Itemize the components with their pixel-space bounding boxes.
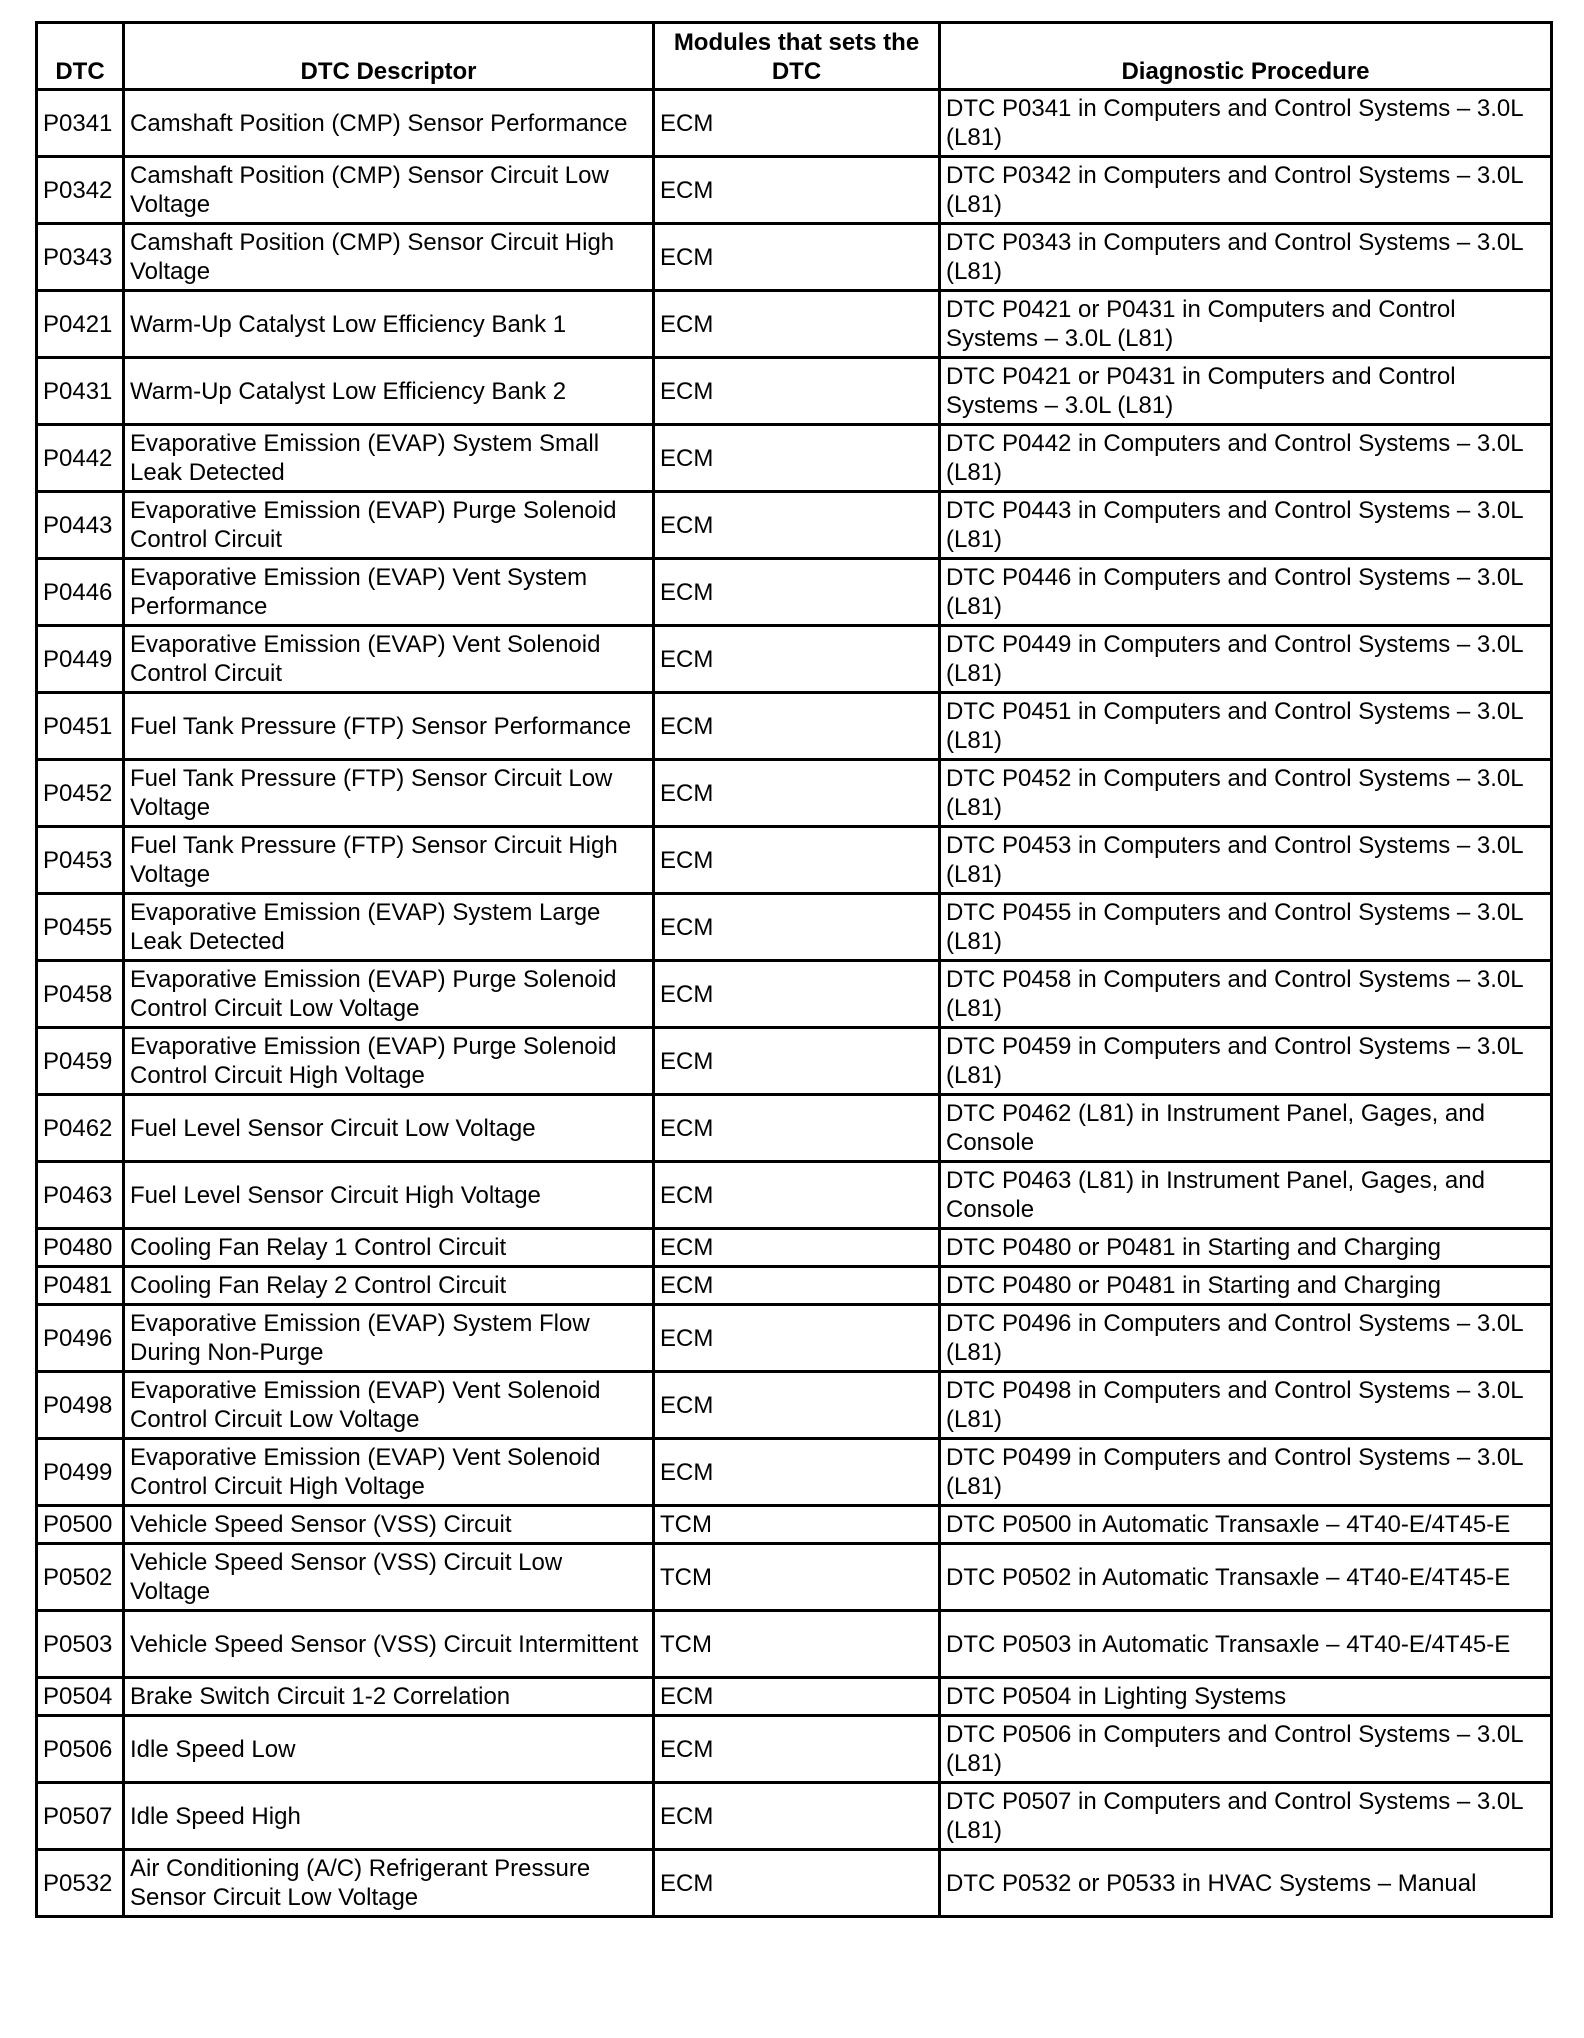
cell-module: ECM: [654, 894, 940, 961]
header-dtc: DTC: [37, 23, 124, 90]
header-procedure: Diagnostic Procedure: [940, 23, 1552, 90]
cell-module: ECM: [654, 1095, 940, 1162]
cell-procedure: DTC P0443 in Computers and Control Systems – 3.0L (L81): [940, 492, 1552, 559]
cell-module: ECM: [654, 1229, 940, 1267]
table-row: [37, 1162, 1552, 1229]
cell-descriptor: Camshaft Position (CMP) Sensor Circuit Low Voltage: [124, 157, 654, 224]
cell-procedure: DTC P0421 or P0431 in Computers and Control Systems – 3.0L (L81): [940, 358, 1552, 425]
dtc-table: [35, 21, 1553, 1918]
cell-procedure: DTC P0452 in Computers and Control Systems – 3.0L (L81): [940, 760, 1552, 827]
table-row: [37, 1439, 1552, 1506]
cell-dtc-code: P0458: [37, 961, 124, 1028]
cell-descriptor: Idle Speed Low: [124, 1716, 654, 1783]
cell-module: ECM: [654, 1267, 940, 1305]
cell-procedure: DTC P0459 in Computers and Control Systems – 3.0L (L81): [940, 1028, 1552, 1095]
cell-module: ECM: [654, 1716, 940, 1783]
cell-descriptor: Evaporative Emission (EVAP) Purge Solenoid Control Circuit: [124, 492, 654, 559]
table-row: [37, 827, 1552, 894]
table-row: [37, 1506, 1552, 1544]
table-row: [37, 1229, 1552, 1267]
table-row: [37, 1850, 1552, 1917]
cell-procedure: DTC P0462 (L81) in Instrument Panel, Gages, and Console: [940, 1095, 1552, 1162]
table-row: [37, 1305, 1552, 1372]
cell-dtc-code: P0499: [37, 1439, 124, 1506]
cell-dtc-code: P0503: [37, 1611, 124, 1678]
table-row: [37, 626, 1552, 693]
cell-module: ECM: [654, 626, 940, 693]
cell-procedure: DTC P0502 in Automatic Transaxle – 4T40-E/4T45-E: [940, 1544, 1552, 1611]
cell-descriptor: Warm-Up Catalyst Low Efficiency Bank 1: [124, 291, 654, 358]
cell-dtc-code: P0498: [37, 1372, 124, 1439]
cell-dtc-code: P0453: [37, 827, 124, 894]
cell-descriptor: Idle Speed High: [124, 1783, 654, 1850]
cell-descriptor: Camshaft Position (CMP) Sensor Circuit High Voltage: [124, 224, 654, 291]
cell-descriptor: Air Conditioning (A/C) Refrigerant Pressure Sensor Circuit Low Voltage: [124, 1850, 654, 1917]
cell-module: ECM: [654, 291, 940, 358]
cell-descriptor: Warm-Up Catalyst Low Efficiency Bank 2: [124, 358, 654, 425]
cell-dtc-code: P0342: [37, 157, 124, 224]
cell-module: ECM: [654, 1162, 940, 1229]
table-row: [37, 425, 1552, 492]
table-header: [37, 23, 1552, 90]
cell-module: TCM: [654, 1611, 940, 1678]
table-row: [37, 358, 1552, 425]
cell-dtc-code: P0480: [37, 1229, 124, 1267]
cell-dtc-code: P0446: [37, 559, 124, 626]
table-body: [37, 90, 1552, 1917]
cell-procedure: DTC P0500 in Automatic Transaxle – 4T40-E/4T45-E: [940, 1506, 1552, 1544]
cell-descriptor: Evaporative Emission (EVAP) Vent Solenoid Control Circuit: [124, 626, 654, 693]
table-row: [37, 1544, 1552, 1611]
cell-module: ECM: [654, 693, 940, 760]
header-row: [37, 23, 1552, 90]
cell-module: ECM: [654, 559, 940, 626]
cell-procedure: DTC P0532 or P0533 in HVAC Systems – Manual: [940, 1850, 1552, 1917]
cell-descriptor: Evaporative Emission (EVAP) System Large Leak Detected: [124, 894, 654, 961]
cell-dtc-code: P0455: [37, 894, 124, 961]
cell-procedure: DTC P0463 (L81) in Instrument Panel, Gages, and Console: [940, 1162, 1552, 1229]
cell-module: ECM: [654, 1850, 940, 1917]
cell-procedure: DTC P0507 in Computers and Control Systems – 3.0L (L81): [940, 1783, 1552, 1850]
table-row: [37, 1678, 1552, 1716]
cell-descriptor: Cooling Fan Relay 2 Control Circuit: [124, 1267, 654, 1305]
cell-dtc-code: P0496: [37, 1305, 124, 1372]
table-row: [37, 1028, 1552, 1095]
cell-procedure: DTC P0480 or P0481 in Starting and Charging: [940, 1229, 1552, 1267]
cell-module: ECM: [654, 961, 940, 1028]
cell-descriptor: Vehicle Speed Sensor (VSS) Circuit Intermittent: [124, 1611, 654, 1678]
cell-module: ECM: [654, 358, 940, 425]
cell-procedure: DTC P0446 in Computers and Control Systems – 3.0L (L81): [940, 559, 1552, 626]
table-row: [37, 157, 1552, 224]
cell-dtc-code: P0506: [37, 1716, 124, 1783]
table-row: [37, 1095, 1552, 1162]
cell-dtc-code: P0442: [37, 425, 124, 492]
cell-dtc-code: P0341: [37, 90, 124, 157]
cell-module: TCM: [654, 1506, 940, 1544]
cell-procedure: DTC P0498 in Computers and Control Systems – 3.0L (L81): [940, 1372, 1552, 1439]
cell-module: ECM: [654, 1783, 940, 1850]
cell-procedure: DTC P0451 in Computers and Control Systems – 3.0L (L81): [940, 693, 1552, 760]
cell-descriptor: Fuel Level Sensor Circuit Low Voltage: [124, 1095, 654, 1162]
cell-module: ECM: [654, 425, 940, 492]
cell-descriptor: Evaporative Emission (EVAP) System Flow During Non-Purge: [124, 1305, 654, 1372]
cell-dtc-code: P0451: [37, 693, 124, 760]
table-row: [37, 224, 1552, 291]
cell-dtc-code: P0459: [37, 1028, 124, 1095]
cell-descriptor: Cooling Fan Relay 1 Control Circuit: [124, 1229, 654, 1267]
cell-procedure: DTC P0453 in Computers and Control Systems – 3.0L (L81): [940, 827, 1552, 894]
cell-descriptor: Fuel Tank Pressure (FTP) Sensor Circuit Low Voltage: [124, 760, 654, 827]
cell-descriptor: Evaporative Emission (EVAP) Purge Solenoid Control Circuit High Voltage: [124, 1028, 654, 1095]
cell-module: ECM: [654, 157, 940, 224]
header-descriptor: DTC Descriptor: [124, 23, 654, 90]
table-row: [37, 961, 1552, 1028]
cell-procedure: DTC P0342 in Computers and Control Systems – 3.0L (L81): [940, 157, 1552, 224]
cell-module: ECM: [654, 1372, 940, 1439]
cell-dtc-code: P0431: [37, 358, 124, 425]
table-row: [37, 760, 1552, 827]
cell-descriptor: Evaporative Emission (EVAP) System Small Leak Detected: [124, 425, 654, 492]
cell-dtc-code: P0343: [37, 224, 124, 291]
cell-dtc-code: P0449: [37, 626, 124, 693]
cell-procedure: DTC P0442 in Computers and Control Systems – 3.0L (L81): [940, 425, 1552, 492]
cell-descriptor: Evaporative Emission (EVAP) Vent Solenoid Control Circuit High Voltage: [124, 1439, 654, 1506]
cell-module: ECM: [654, 1678, 940, 1716]
table-row: [37, 1267, 1552, 1305]
cell-procedure: DTC P0341 in Computers and Control Systems – 3.0L (L81): [940, 90, 1552, 157]
cell-dtc-code: P0532: [37, 1850, 124, 1917]
cell-dtc-code: P0507: [37, 1783, 124, 1850]
cell-procedure: DTC P0496 in Computers and Control Systems – 3.0L (L81): [940, 1305, 1552, 1372]
cell-descriptor: Evaporative Emission (EVAP) Purge Solenoid Control Circuit Low Voltage: [124, 961, 654, 1028]
cell-procedure: DTC P0455 in Computers and Control Systems – 3.0L (L81): [940, 894, 1552, 961]
table-row: [37, 1372, 1552, 1439]
table-row: [37, 90, 1552, 157]
table-row: [37, 1611, 1552, 1678]
table-row: [37, 492, 1552, 559]
cell-descriptor: Fuel Tank Pressure (FTP) Sensor Circuit High Voltage: [124, 827, 654, 894]
cell-module: ECM: [654, 492, 940, 559]
cell-module: ECM: [654, 1305, 940, 1372]
cell-descriptor: Camshaft Position (CMP) Sensor Performance: [124, 90, 654, 157]
cell-descriptor: Fuel Tank Pressure (FTP) Sensor Performance: [124, 693, 654, 760]
cell-descriptor: Fuel Level Sensor Circuit High Voltage: [124, 1162, 654, 1229]
table-row: [37, 693, 1552, 760]
cell-module: ECM: [654, 760, 940, 827]
cell-procedure: DTC P0458 in Computers and Control Systems – 3.0L (L81): [940, 961, 1552, 1028]
cell-descriptor: Vehicle Speed Sensor (VSS) Circuit: [124, 1506, 654, 1544]
cell-descriptor: Vehicle Speed Sensor (VSS) Circuit Low Voltage: [124, 1544, 654, 1611]
cell-dtc-code: P0443: [37, 492, 124, 559]
cell-module: ECM: [654, 1439, 940, 1506]
cell-module: ECM: [654, 224, 940, 291]
cell-dtc-code: P0500: [37, 1506, 124, 1544]
header-module: Modules that sets the DTC: [654, 23, 940, 90]
cell-procedure: DTC P0503 in Automatic Transaxle – 4T40-E/4T45-E: [940, 1611, 1552, 1678]
cell-descriptor: Evaporative Emission (EVAP) Vent System Performance: [124, 559, 654, 626]
cell-dtc-code: P0462: [37, 1095, 124, 1162]
cell-dtc-code: P0502: [37, 1544, 124, 1611]
cell-dtc-code: P0452: [37, 760, 124, 827]
cell-dtc-code: P0463: [37, 1162, 124, 1229]
cell-module: ECM: [654, 827, 940, 894]
cell-procedure: DTC P0504 in Lighting Systems: [940, 1678, 1552, 1716]
cell-procedure: DTC P0506 in Computers and Control Systems – 3.0L (L81): [940, 1716, 1552, 1783]
cell-module: ECM: [654, 90, 940, 157]
cell-dtc-code: P0504: [37, 1678, 124, 1716]
cell-dtc-code: P0481: [37, 1267, 124, 1305]
cell-procedure: DTC P0449 in Computers and Control Systems – 3.0L (L81): [940, 626, 1552, 693]
table-row: [37, 1783, 1552, 1850]
cell-descriptor: Brake Switch Circuit 1-2 Correlation: [124, 1678, 654, 1716]
table-row: [37, 291, 1552, 358]
cell-module: TCM: [654, 1544, 940, 1611]
cell-module: ECM: [654, 1028, 940, 1095]
cell-procedure: DTC P0343 in Computers and Control Systems – 3.0L (L81): [940, 224, 1552, 291]
cell-dtc-code: P0421: [37, 291, 124, 358]
table-row: [37, 559, 1552, 626]
cell-procedure: DTC P0421 or P0431 in Computers and Control Systems – 3.0L (L81): [940, 291, 1552, 358]
cell-descriptor: Evaporative Emission (EVAP) Vent Solenoid Control Circuit Low Voltage: [124, 1372, 654, 1439]
cell-procedure: DTC P0480 or P0481 in Starting and Charging: [940, 1267, 1552, 1305]
table-row: [37, 1716, 1552, 1783]
cell-procedure: DTC P0499 in Computers and Control Systems – 3.0L (L81): [940, 1439, 1552, 1506]
table-row: [37, 894, 1552, 961]
